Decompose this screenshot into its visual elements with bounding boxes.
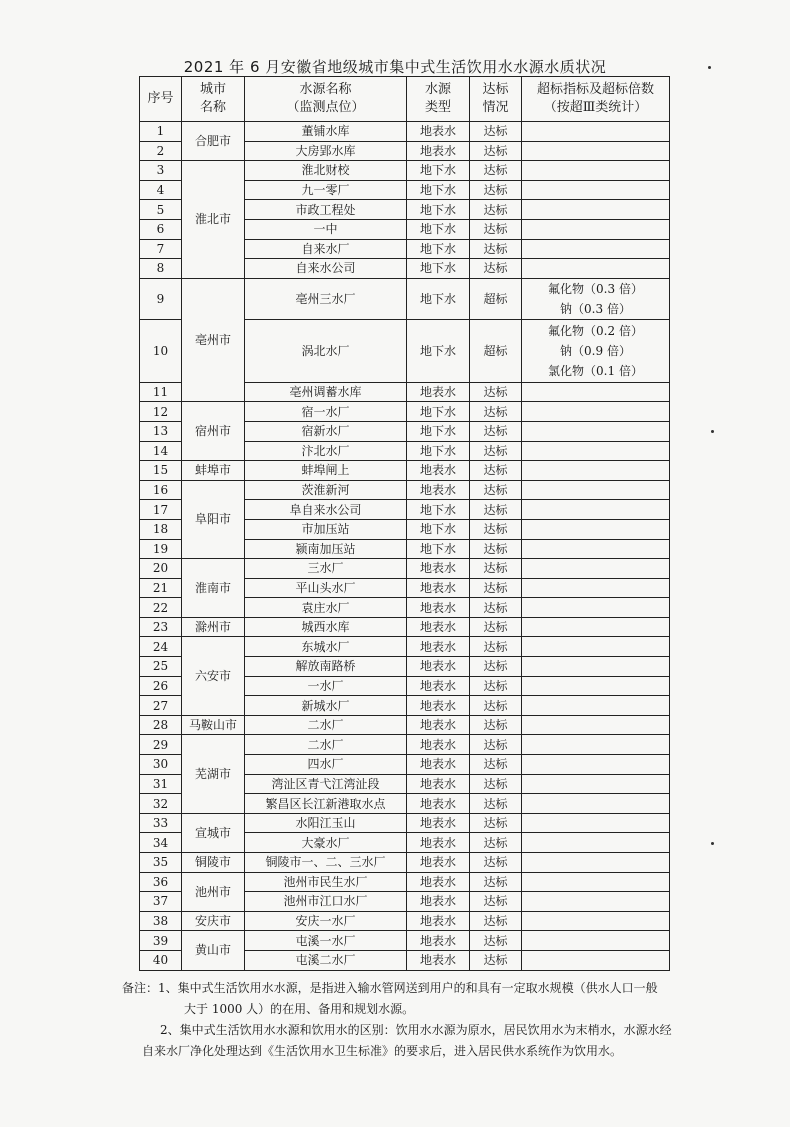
cell-type: 地表水 xyxy=(407,853,470,873)
cell-seq: 10 xyxy=(140,319,182,382)
cell-exceed xyxy=(522,696,670,716)
cell-exceed xyxy=(522,259,670,279)
table-row xyxy=(140,715,670,735)
cell-status: 达标 xyxy=(470,402,522,422)
cell-seq: 39 xyxy=(140,931,182,951)
cell-seq: 40 xyxy=(140,950,182,970)
cell-type: 地下水 xyxy=(407,239,470,259)
cell-exceed xyxy=(522,441,670,461)
cell-seq: 23 xyxy=(140,617,182,637)
cell-exceed xyxy=(522,755,670,775)
cell-source: 二水厂 xyxy=(245,735,407,755)
cell-exceed xyxy=(522,519,670,539)
cell-seq: 14 xyxy=(140,441,182,461)
cell-exceed xyxy=(522,480,670,500)
cell-seq: 22 xyxy=(140,598,182,618)
cell-source: 繁昌区长江新港取水点 xyxy=(245,794,407,814)
table-row xyxy=(140,872,670,892)
cell-source: 宿新水厂 xyxy=(245,421,407,441)
cell-exceed xyxy=(522,872,670,892)
cell-seq: 31 xyxy=(140,774,182,794)
cell-type: 地下水 xyxy=(407,161,470,181)
cell-seq: 8 xyxy=(140,259,182,279)
cell-seq: 2 xyxy=(140,141,182,161)
cell-city: 阜阳市 xyxy=(182,480,245,558)
cell-exceed xyxy=(522,539,670,559)
cell-status: 达标 xyxy=(470,657,522,677)
cell-exceed xyxy=(522,637,670,657)
scan-speck xyxy=(711,842,714,845)
cell-exceed xyxy=(522,319,670,382)
cell-status: 达标 xyxy=(470,519,522,539)
cell-exceed xyxy=(522,950,670,970)
cell-seq: 20 xyxy=(140,559,182,579)
cell-type: 地下水 xyxy=(407,278,470,319)
note-1-line-1: 备注：1、集中式生活饮用水水源，是指进入输水管网送到用户的和具有一定取水规模（供水人口一般 xyxy=(122,981,658,995)
cell-type: 地表水 xyxy=(407,122,470,142)
table-row xyxy=(140,480,670,500)
table-row xyxy=(140,911,670,931)
cell-source: 平山头水厂 xyxy=(245,578,407,598)
cell-type: 地表水 xyxy=(407,794,470,814)
cell-type: 地表水 xyxy=(407,617,470,637)
header-exceed: 超标指标及超标倍数 （按超Ⅲ类统计） xyxy=(522,77,670,122)
cell-type: 地表水 xyxy=(407,872,470,892)
table-row xyxy=(140,559,670,579)
cell-seq: 1 xyxy=(140,122,182,142)
cell-city: 黄山市 xyxy=(182,931,245,970)
cell-seq: 18 xyxy=(140,519,182,539)
header-type: 水源 类型 xyxy=(407,77,470,122)
cell-seq: 36 xyxy=(140,872,182,892)
cell-status: 达标 xyxy=(470,578,522,598)
cell-source: 大豪水厂 xyxy=(245,833,407,853)
cell-exceed xyxy=(522,239,670,259)
cell-status: 达标 xyxy=(470,755,522,775)
cell-exceed xyxy=(522,931,670,951)
cell-status: 达标 xyxy=(470,559,522,579)
cell-source: 三水厂 xyxy=(245,559,407,579)
cell-source: 市政工程处 xyxy=(245,200,407,220)
cell-exceed xyxy=(522,141,670,161)
cell-status: 达标 xyxy=(470,794,522,814)
cell-type: 地表水 xyxy=(407,559,470,579)
cell-status: 达标 xyxy=(470,774,522,794)
cell-exceed xyxy=(522,500,670,520)
cell-source: 一中 xyxy=(245,219,407,239)
table-row xyxy=(140,813,670,833)
cell-seq: 3 xyxy=(140,161,182,181)
table-row xyxy=(140,853,670,873)
cell-status: 达标 xyxy=(470,598,522,618)
cell-status: 达标 xyxy=(470,382,522,402)
cell-source: 屯溪一水厂 xyxy=(245,931,407,951)
cell-status: 达标 xyxy=(470,441,522,461)
cell-type: 地下水 xyxy=(407,402,470,422)
cell-type: 地表水 xyxy=(407,911,470,931)
cell-city: 亳州市 xyxy=(182,278,245,402)
cell-source: 市加压站 xyxy=(245,519,407,539)
cell-type: 地表水 xyxy=(407,696,470,716)
cell-source: 自来水厂 xyxy=(245,239,407,259)
cell-exceed xyxy=(522,813,670,833)
cell-type: 地表水 xyxy=(407,950,470,970)
page-title: 2021 年 6 月安徽省地级城市集中式生活饮用水水源水质状况 xyxy=(183,58,607,76)
cell-type: 地表水 xyxy=(407,480,470,500)
cell-city: 马鞍山市 xyxy=(182,715,245,735)
cell-seq: 5 xyxy=(140,200,182,220)
cell-exceed xyxy=(522,794,670,814)
cell-city: 铜陵市 xyxy=(182,853,245,873)
cell-type: 地表水 xyxy=(407,774,470,794)
cell-exceed xyxy=(522,180,670,200)
cell-seq: 35 xyxy=(140,853,182,873)
cell-exceed xyxy=(522,617,670,637)
cell-seq: 12 xyxy=(140,402,182,422)
cell-status: 达标 xyxy=(470,872,522,892)
cell-type: 地表水 xyxy=(407,813,470,833)
cell-city: 滁州市 xyxy=(182,617,245,637)
cell-exceed xyxy=(522,402,670,422)
cell-source: 水阳江玉山 xyxy=(245,813,407,833)
exceed-item: 钠（0.3 倍） xyxy=(560,301,631,316)
cell-type: 地下水 xyxy=(407,180,470,200)
cell-exceed xyxy=(522,559,670,579)
cell-type: 地表水 xyxy=(407,833,470,853)
water-quality-table xyxy=(139,76,670,971)
table-body xyxy=(140,122,670,971)
cell-city: 合肥市 xyxy=(182,122,245,161)
cell-exceed xyxy=(522,421,670,441)
cell-status: 达标 xyxy=(470,480,522,500)
cell-source: 汴北水厂 xyxy=(245,441,407,461)
cell-type: 地下水 xyxy=(407,259,470,279)
cell-status: 达标 xyxy=(470,637,522,657)
cell-city: 池州市 xyxy=(182,872,245,911)
cell-city: 芜湖市 xyxy=(182,735,245,813)
cell-exceed xyxy=(522,676,670,696)
cell-exceed xyxy=(522,382,670,402)
cell-city: 六安市 xyxy=(182,637,245,715)
cell-type: 地下水 xyxy=(407,441,470,461)
exceed-item: 氟化物（0.3 倍） xyxy=(548,281,643,296)
cell-seq: 27 xyxy=(140,696,182,716)
cell-type: 地下水 xyxy=(407,539,470,559)
cell-source: 亳州调蓄水库 xyxy=(245,382,407,402)
cell-type: 地表水 xyxy=(407,637,470,657)
cell-status: 达标 xyxy=(470,180,522,200)
cell-seq: 24 xyxy=(140,637,182,657)
cell-type: 地下水 xyxy=(407,200,470,220)
scan-speck xyxy=(711,430,714,433)
cell-seq: 16 xyxy=(140,480,182,500)
table-row xyxy=(140,402,670,422)
header-status: 达标 情况 xyxy=(470,77,522,122)
cell-source: 屯溪二水厂 xyxy=(245,950,407,970)
cell-source: 宿一水厂 xyxy=(245,402,407,422)
header-seq: 序号 xyxy=(140,77,182,122)
cell-status: 超标 xyxy=(470,319,522,382)
cell-seq: 9 xyxy=(140,278,182,319)
cell-source: 蚌埠闸上 xyxy=(245,461,407,481)
cell-seq: 13 xyxy=(140,421,182,441)
cell-exceed xyxy=(522,578,670,598)
cell-source: 涡北水厂 xyxy=(245,319,407,382)
scan-speck xyxy=(708,66,711,69)
cell-exceed xyxy=(522,122,670,142)
cell-status: 达标 xyxy=(470,853,522,873)
cell-source: 东城水厂 xyxy=(245,637,407,657)
cell-seq: 11 xyxy=(140,382,182,402)
cell-status: 达标 xyxy=(470,421,522,441)
cell-source: 阜自来水公司 xyxy=(245,500,407,520)
cell-source: 四水厂 xyxy=(245,755,407,775)
cell-status: 达标 xyxy=(470,200,522,220)
cell-source: 新城水厂 xyxy=(245,696,407,716)
cell-exceed xyxy=(522,735,670,755)
cell-type: 地表水 xyxy=(407,461,470,481)
cell-status: 达标 xyxy=(470,833,522,853)
cell-type: 地表水 xyxy=(407,755,470,775)
cell-status: 达标 xyxy=(470,219,522,239)
cell-status: 达标 xyxy=(470,676,522,696)
cell-status: 达标 xyxy=(470,122,522,142)
note-1-line-2: 大于 1000 人）的在用、备用和规划水源。 xyxy=(184,1002,415,1016)
exceed-item: 钠（0.9 倍） xyxy=(560,343,631,358)
cell-status: 达标 xyxy=(470,461,522,481)
cell-source: 安庆一水厂 xyxy=(245,911,407,931)
cell-status: 达标 xyxy=(470,813,522,833)
cell-type: 地表水 xyxy=(407,141,470,161)
cell-city: 淮南市 xyxy=(182,559,245,618)
notes xyxy=(122,978,682,1062)
table-header-row xyxy=(140,77,670,122)
cell-source: 自来水公司 xyxy=(245,259,407,279)
cell-type: 地下水 xyxy=(407,421,470,441)
cell-type: 地表水 xyxy=(407,676,470,696)
cell-seq: 4 xyxy=(140,180,182,200)
cell-source: 董铺水库 xyxy=(245,122,407,142)
cell-exceed xyxy=(522,161,670,181)
cell-source: 湾沚区青弋江湾沚段 xyxy=(245,774,407,794)
cell-source: 城西水库 xyxy=(245,617,407,637)
cell-source: 亳州三水厂 xyxy=(245,278,407,319)
header-source: 水源名称 （监测点位） xyxy=(245,77,407,122)
cell-city: 宿州市 xyxy=(182,402,245,461)
table-row xyxy=(140,735,670,755)
exceed-item: 氯化物（0.1 倍） xyxy=(548,363,643,378)
cell-exceed xyxy=(522,892,670,912)
cell-type: 地表水 xyxy=(407,657,470,677)
cell-source: 一水厂 xyxy=(245,676,407,696)
cell-exceed xyxy=(522,774,670,794)
cell-city: 淮北市 xyxy=(182,161,245,279)
cell-source: 淮北财校 xyxy=(245,161,407,181)
cell-type: 地表水 xyxy=(407,735,470,755)
cell-exceed xyxy=(522,715,670,735)
cell-exceed xyxy=(522,200,670,220)
cell-source: 二水厂 xyxy=(245,715,407,735)
table-row xyxy=(140,931,670,951)
cell-seq: 30 xyxy=(140,755,182,775)
cell-seq: 37 xyxy=(140,892,182,912)
cell-status: 达标 xyxy=(470,161,522,181)
cell-city: 安庆市 xyxy=(182,911,245,931)
cell-status: 达标 xyxy=(470,892,522,912)
notes-label: 备注： xyxy=(122,981,159,995)
cell-exceed xyxy=(522,853,670,873)
cell-source: 袁庄水厂 xyxy=(245,598,407,618)
cell-source: 池州市民生水厂 xyxy=(245,872,407,892)
cell-exceed xyxy=(522,461,670,481)
cell-seq: 7 xyxy=(140,239,182,259)
cell-source: 解放南路桥 xyxy=(245,657,407,677)
cell-type: 地表水 xyxy=(407,931,470,951)
cell-seq: 17 xyxy=(140,500,182,520)
cell-seq: 38 xyxy=(140,911,182,931)
cell-type: 地下水 xyxy=(407,500,470,520)
cell-seq: 32 xyxy=(140,794,182,814)
cell-type: 地表水 xyxy=(407,892,470,912)
note-2-line-1: 2、集中式生活饮用水水源和饮用水的区别：饮用水水源为原水，居民饮用水为末梢水，水源水经 xyxy=(160,1023,672,1037)
table-row xyxy=(140,637,670,657)
table-row xyxy=(140,161,670,181)
cell-exceed xyxy=(522,598,670,618)
cell-seq: 28 xyxy=(140,715,182,735)
cell-seq: 15 xyxy=(140,461,182,481)
cell-status: 达标 xyxy=(470,715,522,735)
table-row xyxy=(140,122,670,142)
cell-seq: 25 xyxy=(140,657,182,677)
cell-seq: 34 xyxy=(140,833,182,853)
cell-source: 铜陵市一、二、三水厂 xyxy=(245,853,407,873)
cell-type: 地下水 xyxy=(407,519,470,539)
cell-seq: 29 xyxy=(140,735,182,755)
cell-status: 达标 xyxy=(470,259,522,279)
header-city: 城市 名称 xyxy=(182,77,245,122)
cell-status: 超标 xyxy=(470,278,522,319)
cell-type: 地表水 xyxy=(407,715,470,735)
cell-exceed xyxy=(522,278,670,319)
cell-status: 达标 xyxy=(470,931,522,951)
cell-seq: 26 xyxy=(140,676,182,696)
cell-city: 蚌埠市 xyxy=(182,461,245,481)
cell-status: 达标 xyxy=(470,617,522,637)
cell-exceed xyxy=(522,219,670,239)
cell-source: 茨淮新河 xyxy=(245,480,407,500)
cell-status: 达标 xyxy=(470,911,522,931)
note-2-line-2: 自来水厂净化处理达到《生活饮用水卫生标准》的要求后，进入居民供水系统作为饮用水。 xyxy=(142,1044,623,1058)
cell-type: 地下水 xyxy=(407,319,470,382)
cell-status: 达标 xyxy=(470,950,522,970)
table-row xyxy=(140,461,670,481)
cell-status: 达标 xyxy=(470,539,522,559)
cell-status: 达标 xyxy=(470,735,522,755)
table-row xyxy=(140,617,670,637)
table-row xyxy=(140,278,670,319)
cell-type: 地表水 xyxy=(407,382,470,402)
cell-type: 地表水 xyxy=(407,578,470,598)
exceed-item: 氟化物（0.2 倍） xyxy=(548,323,643,338)
cell-source: 颍南加压站 xyxy=(245,539,407,559)
cell-seq: 6 xyxy=(140,219,182,239)
cell-exceed xyxy=(522,657,670,677)
cell-city: 宣城市 xyxy=(182,813,245,852)
cell-type: 地下水 xyxy=(407,219,470,239)
cell-seq: 19 xyxy=(140,539,182,559)
cell-status: 达标 xyxy=(470,141,522,161)
cell-status: 达标 xyxy=(470,696,522,716)
cell-seq: 33 xyxy=(140,813,182,833)
cell-type: 地表水 xyxy=(407,598,470,618)
cell-exceed xyxy=(522,833,670,853)
cell-status: 达标 xyxy=(470,500,522,520)
cell-seq: 21 xyxy=(140,578,182,598)
cell-source: 池州市江口水厂 xyxy=(245,892,407,912)
cell-source: 大房郢水库 xyxy=(245,141,407,161)
cell-exceed xyxy=(522,911,670,931)
cell-source: 九一零厂 xyxy=(245,180,407,200)
cell-status: 达标 xyxy=(470,239,522,259)
